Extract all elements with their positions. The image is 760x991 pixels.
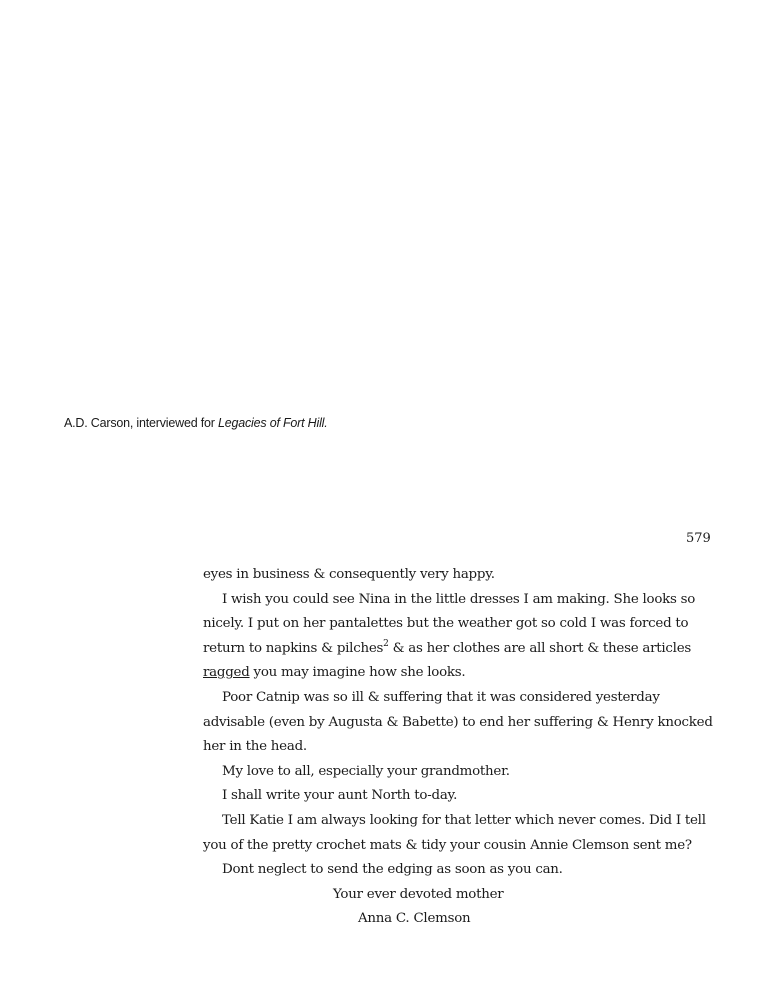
letter-paragraph-6: Dont neglect to send the edging as soon as you can. (222, 862, 563, 878)
underlined-word: ragged (203, 665, 250, 681)
image-caption (64, 416, 328, 430)
letter-body (203, 563, 723, 932)
p1-text-3: you may imagine how she looks. (249, 665, 466, 681)
letter-closing: Your ever devoted mother (333, 886, 504, 902)
letter-signature: Anna C. Clemson (358, 911, 471, 927)
letter-paragraph-0: eyes in business & consequently very happy. (203, 567, 495, 582)
letter-paragraph-1 (203, 588, 723, 686)
letter-paragraph-2: Poor Catnip was so ill & suffering that it was considered yesterday advisable (even by Augusta & Babette) to end her suffering & Henry knocked her in the head. (203, 689, 713, 755)
p1-text-1: I wish you could see Nina in the little dresses I am making. She looks so nicely. I put on her pantalettes but the weather got so cold I was forced to return to napkins & pilches (203, 591, 696, 656)
footnote-marker: 2 (383, 638, 389, 649)
p1-text-2: & as her clothes are all short & these articles (388, 640, 692, 656)
letter-paragraph-3: My love to all, especially your grandmother. (222, 763, 510, 779)
letter-paragraph-5: Tell Katie I am always looking for that letter which never comes. Did I tell you of the pretty crochet mats & tidy your cousin Annie Clemson sent me? (203, 812, 706, 853)
caption-title: Legacies of Fort Hill. (217, 416, 328, 430)
page-number: 579 (686, 531, 711, 546)
caption-prefix: A.D. Carson, interviewed for (64, 416, 218, 430)
letter-paragraph-4: I shall write your aunt North to-day. (222, 788, 458, 804)
